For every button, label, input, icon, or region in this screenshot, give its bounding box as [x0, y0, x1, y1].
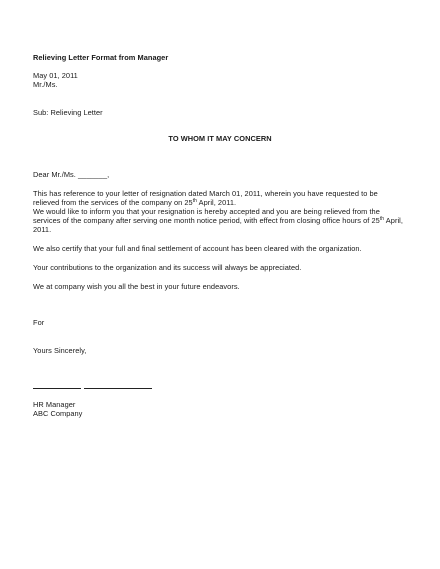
closing-for: For [33, 318, 45, 327]
body-paragraph-3: Your contributions to the organization and its success will always be appreciated. [33, 263, 302, 272]
signatory-title: HR Manager [33, 400, 76, 409]
body-paragraph-4: We at company wish you all the best in your future endeavors. [33, 282, 240, 291]
document-title: Relieving Letter Format from Manager [33, 53, 169, 62]
letter-date: May 01, 2011 [33, 71, 78, 80]
body-paragraph-1-line-3: We would like to inform you that your resignation is hereby accepted and you are being relieved from the [33, 207, 380, 216]
letter-heading: TO WHOM IT MAY CONCERN [168, 134, 272, 143]
body-paragraph-1-line-5: 2011. [33, 225, 52, 234]
body-paragraph-1-line-4: services of the company after serving one month notice period, with effect from closing office hours of 25th April, [33, 216, 403, 225]
subject-line: Sub: Relieving Letter [33, 108, 103, 117]
signature-line-right [84, 388, 152, 389]
closing-sincerely: Yours Sincerely, [33, 346, 87, 355]
salutation: Dear Mr./Ms. _______, [33, 170, 110, 179]
body-paragraph-1-line-2: relieved from the services of the company on 25th April, 2011. [33, 198, 237, 207]
signature-line-left [33, 388, 81, 389]
recipient-line: Mr./Ms. [33, 80, 58, 89]
body-paragraph-2: We also certify that your full and final settlement of account has been cleared with the organization. [33, 244, 362, 253]
signatory-company: ABC Company [33, 409, 83, 418]
body-paragraph-1-line-1: This has reference to your letter of resignation dated March 01, 2011, wherein you have requested to be [33, 189, 378, 198]
